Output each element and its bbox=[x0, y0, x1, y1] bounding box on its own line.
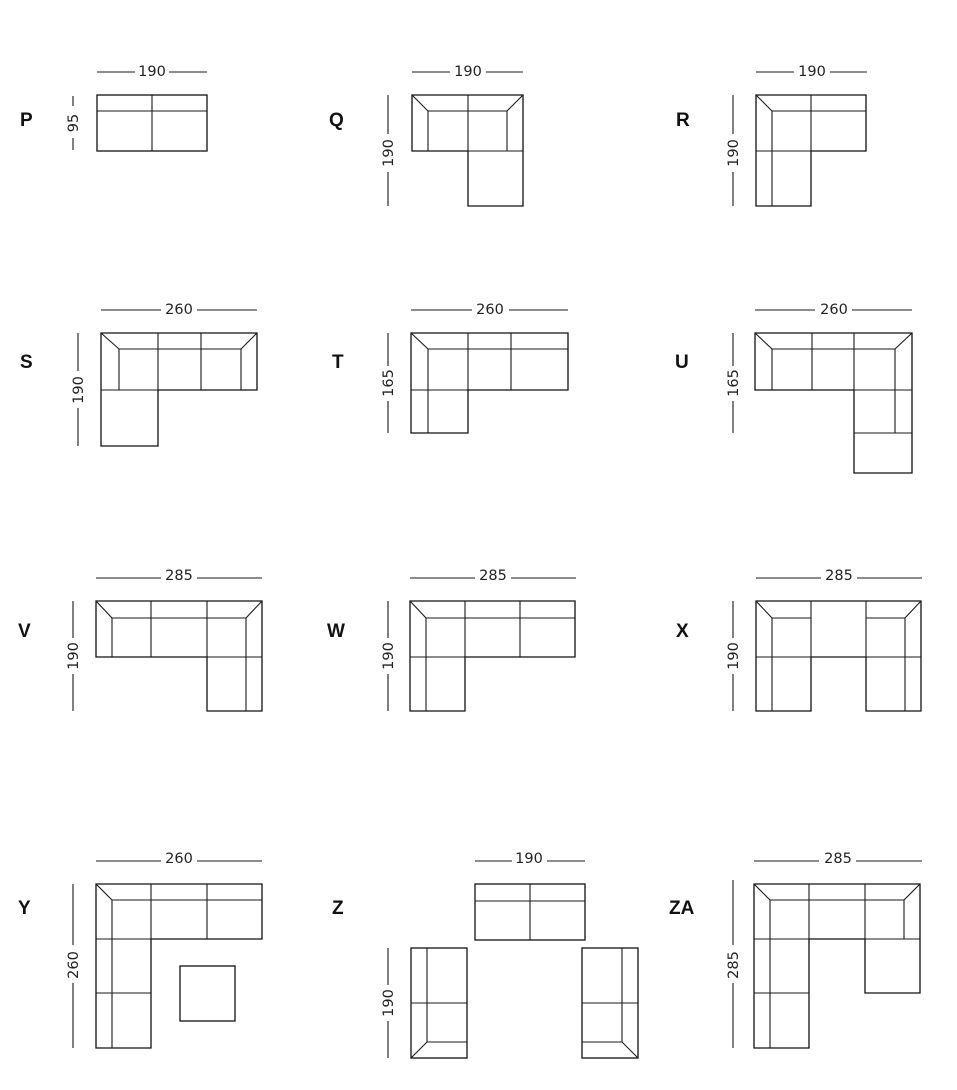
depth-label-w: 190 bbox=[381, 642, 397, 670]
width-label-q: 190 bbox=[454, 64, 482, 80]
sofa-plan-x bbox=[756, 601, 921, 711]
depth-label-u: 165 bbox=[726, 369, 742, 397]
depth-dimension-w bbox=[381, 601, 397, 711]
width-label-u: 260 bbox=[820, 302, 848, 318]
depth-dimension-s bbox=[71, 333, 87, 446]
config-p bbox=[20, 64, 207, 151]
sofa-plan-y bbox=[96, 884, 262, 1048]
width-label-x: 285 bbox=[825, 568, 853, 584]
depth-dimension-za bbox=[726, 880, 742, 1048]
config-letter-p: P bbox=[20, 110, 33, 131]
sofa-plan-p bbox=[97, 95, 207, 151]
config-letter-u: U bbox=[675, 352, 689, 373]
depth-label-s: 190 bbox=[71, 376, 87, 404]
depth-label-y: 260 bbox=[66, 951, 82, 979]
config-w bbox=[327, 568, 576, 711]
depth-label-x: 190 bbox=[726, 642, 742, 670]
depth-dimension-t bbox=[381, 333, 397, 433]
sofa-plan-q bbox=[412, 95, 523, 206]
config-letter-r: R bbox=[676, 110, 690, 131]
config-z bbox=[332, 851, 638, 1058]
sofa-plan-z-left bbox=[411, 948, 467, 1058]
width-label-y: 260 bbox=[165, 851, 193, 867]
width-label-s: 260 bbox=[165, 302, 193, 318]
depth-label-z: 190 bbox=[381, 989, 397, 1017]
width-dimension-w bbox=[410, 568, 576, 584]
width-dimension-za bbox=[754, 851, 922, 867]
config-letter-v: V bbox=[18, 621, 31, 642]
depth-label-t: 165 bbox=[381, 369, 397, 397]
sofa-plan-za bbox=[754, 884, 920, 1048]
config-s bbox=[20, 302, 257, 446]
width-label-v: 285 bbox=[165, 568, 193, 584]
config-letter-s: S bbox=[20, 352, 33, 373]
depth-dimension-v bbox=[66, 601, 82, 711]
depth-label-r: 190 bbox=[726, 139, 742, 167]
config-u bbox=[675, 302, 912, 473]
sofa-plan-u bbox=[755, 333, 912, 473]
sofa-plan-w bbox=[410, 601, 575, 711]
depth-label-q: 190 bbox=[381, 139, 397, 167]
depth-dimension-z bbox=[381, 948, 397, 1058]
depth-dimension-u bbox=[726, 333, 742, 433]
config-letter-x: X bbox=[676, 621, 689, 642]
width-dimension-r bbox=[756, 64, 867, 80]
config-letter-z: Z bbox=[332, 898, 344, 919]
width-label-t: 260 bbox=[476, 302, 504, 318]
width-dimension-s bbox=[101, 302, 257, 318]
config-v bbox=[18, 568, 262, 711]
config-letter-w: W bbox=[327, 621, 345, 642]
width-label-za: 285 bbox=[824, 851, 852, 867]
width-dimension-q bbox=[412, 64, 523, 80]
sofa-plan-z-right bbox=[582, 948, 638, 1058]
width-dimension-y bbox=[96, 851, 262, 867]
config-r bbox=[676, 64, 867, 206]
width-label-w: 285 bbox=[479, 568, 507, 584]
sofa-plan-v bbox=[96, 601, 262, 711]
width-dimension-v bbox=[96, 568, 262, 584]
width-dimension-x bbox=[756, 568, 922, 584]
depth-dimension-p bbox=[66, 96, 82, 150]
sofa-plan-s bbox=[101, 333, 257, 446]
config-letter-t: T bbox=[332, 352, 344, 373]
sofa-plan-t bbox=[411, 333, 568, 433]
config-q bbox=[329, 64, 523, 206]
width-dimension-u bbox=[755, 302, 912, 318]
depth-dimension-r bbox=[726, 95, 742, 206]
config-za bbox=[669, 851, 922, 1048]
sofa-plan-r bbox=[756, 95, 866, 206]
config-y bbox=[18, 851, 262, 1048]
config-x bbox=[676, 568, 922, 711]
width-dimension-t bbox=[411, 302, 568, 318]
ottoman-y bbox=[180, 966, 235, 1021]
width-label-z: 190 bbox=[515, 851, 543, 867]
depth-label-p: 95 bbox=[66, 113, 82, 133]
config-letter-za: ZA bbox=[669, 898, 695, 919]
sofa-plan-z-top bbox=[475, 884, 585, 940]
depth-dimension-y bbox=[66, 884, 82, 1048]
width-dimension-z bbox=[475, 851, 585, 867]
depth-dimension-q bbox=[381, 95, 397, 206]
config-letter-q: Q bbox=[329, 110, 344, 131]
width-label-r: 190 bbox=[798, 64, 826, 80]
width-label-p: 190 bbox=[138, 64, 166, 80]
depth-label-za: 285 bbox=[726, 951, 742, 979]
depth-label-v: 190 bbox=[66, 642, 82, 670]
config-t bbox=[332, 302, 568, 433]
depth-dimension-x bbox=[726, 601, 742, 711]
config-letter-y: Y bbox=[18, 898, 31, 919]
width-dimension-p bbox=[97, 64, 207, 80]
